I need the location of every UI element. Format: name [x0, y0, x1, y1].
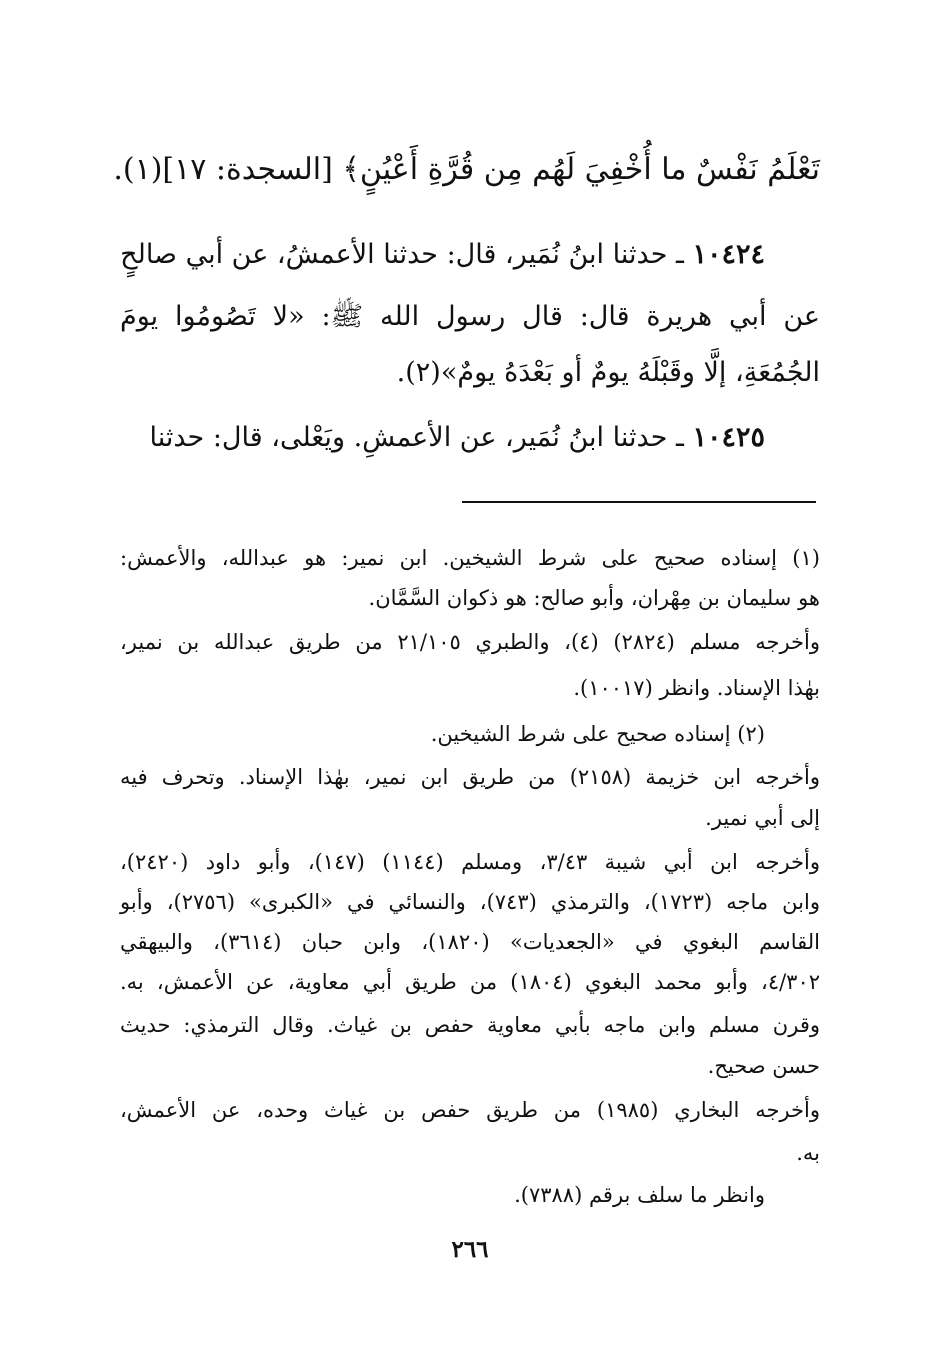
hadith-text: ـ حدثنا ابنُ نُمَير، عن الأعمشِ. ويَعْلى، قال: حدثنا	[149, 422, 684, 453]
hadith-number: ١٠٤٢٤	[692, 239, 765, 270]
hadith-number: ١٠٤٢٥	[692, 422, 765, 453]
footnote-2-line: إلى أبي نمير.	[705, 806, 820, 830]
footnote-2-line: حسن صحيح.	[707, 1054, 820, 1078]
footnote-2-line: وانظر ما سلف برقم (٧٣٨٨).	[514, 1183, 765, 1207]
footnote-2-line: (٢) إسناده صحيح على شرط الشيخين.	[430, 722, 765, 746]
footnote-2-line: وقرن مسلم وابن ماجه بأبي معاوية حفص بن غياث. وقال الترمذي: حديث	[120, 1013, 820, 1037]
footnote-1-line: (١) إسناده صحيح على شرط الشيخين. ابن نمير: هو عبدالله، والأعمش:	[120, 546, 820, 570]
hadith-text-line: عن أبي هريرة قال: قال رسول الله ﷺ: «لا تَصُومُوا يومَ	[120, 301, 820, 332]
footnote-1-line: وأخرجه مسلم (٢٨٢٤) (٤)، والطبري ٢١/١٠٥ من طريق عبدالله بن نمير،	[120, 630, 820, 654]
footnote-2-line: وأخرجه البخاري (١٩٨٥) من طريق حفص بن غياث وحده، عن الأعمش،	[120, 1098, 820, 1122]
footnote-2-line: وابن ماجه (١٧٢٣)، والترمذي (٧٤٣)، والنسائي في «الكبرى» (٢٧٥٦)، وأبو	[120, 890, 820, 914]
hadith-10425-line	[120, 418, 765, 458]
footnote-2-line: وأخرجه ابن خزيمة (٢١٥٨) من طريق ابن نمير، بهٰذا الإسناد. وتحرف فيه	[120, 765, 820, 789]
hadith-text: ـ حدثنا ابنُ نُمَير، قال: حدثنا الأعمشُ، عن أبي صالحٍ	[120, 239, 684, 270]
footnote-2-line: القاسم البغوي في «الجعديات» (١٨٢٠)، وابن حبان (٣٦١٤)، والبيهقي	[120, 930, 821, 954]
hadith-10424-line	[120, 235, 765, 275]
footnote-1-line: هو سليمان بن مِهْران، وأبو صالح: هو ذكوان السَّمَّان.	[368, 586, 820, 610]
footnote-2-line: وأخرجه ابن أبي شيبة ٣/٤٣، ومسلم (١١٤٤) (١٤٧)، وأبو داود (٢٤٢٠)،	[120, 850, 820, 874]
hadith-text-line: الجُمُعَةِ، إلَّا وقَبْلَهُ يومٌ أو بَعْدَهُ يومٌ»(٢).	[396, 357, 820, 388]
footnote-separator	[462, 501, 816, 503]
footnote-1-line: بهٰذا الإسناد. وانظر (١٠٠١٧).	[573, 676, 820, 700]
footnote-2-line: به.	[796, 1141, 820, 1165]
page-number: ٢٦٦	[451, 1236, 489, 1263]
main-text-line: تَعْلَمُ نَفْسٌ ما أُخْفِيَ لَهُم مِن قُرَّةِ أَعْيُنٍ﴾ [السجدة: ١٧](١).	[113, 152, 820, 187]
footnote-2-line: ٤/٣٠٢، وأبو محمد البغوي (١٨٠٤) من طريق أبي معاوية، عن الأعمش، به.	[120, 970, 821, 994]
